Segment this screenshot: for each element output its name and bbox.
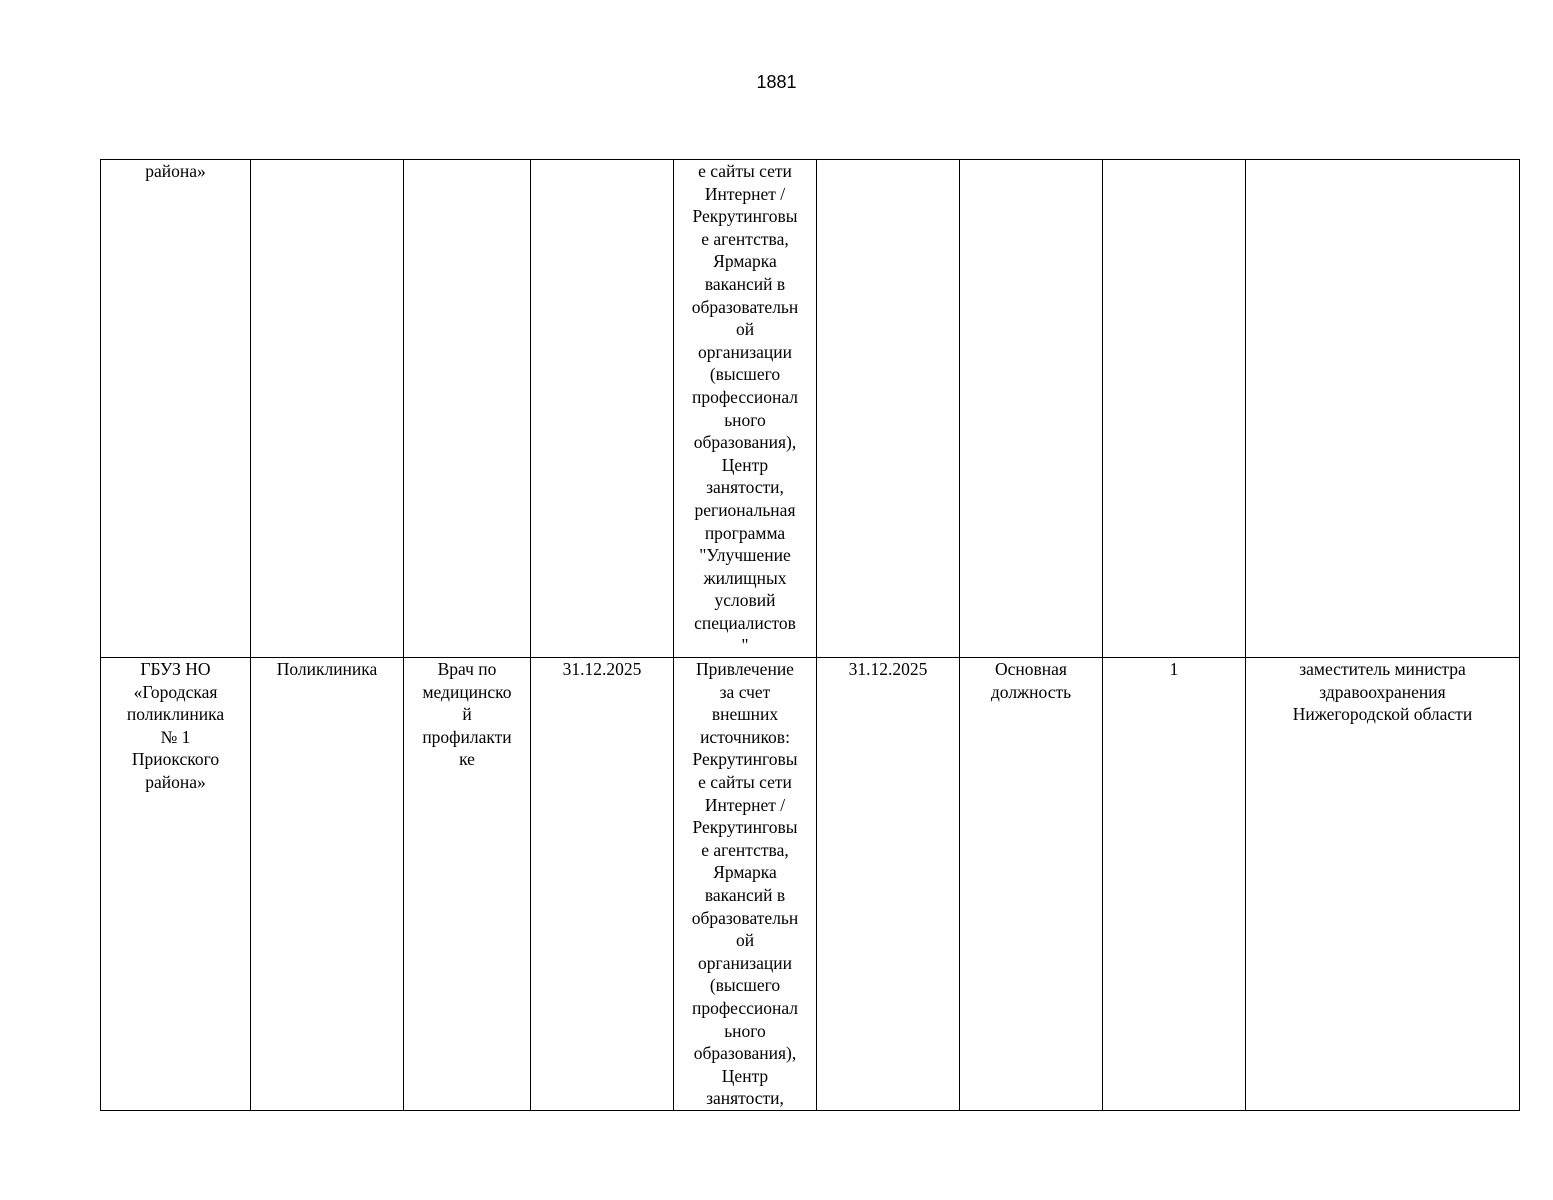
cell-date xyxy=(531,160,674,658)
table-row xyxy=(101,160,1520,658)
cell-position: Врач по медицинско й профилакти ке xyxy=(404,658,531,1111)
cell-count xyxy=(1103,160,1246,658)
cell-date: 31.12.2025 xyxy=(531,658,674,1111)
cell-deadline: 31.12.2025 xyxy=(817,658,960,1111)
cell-sources: Привлечение за счет внешних источников: Рекрутинговы е сайты сети Интернет / Рекрутинговы е агентства, Ярмарка вакансий в образовательн ой организации (высшего профессионал ьного образования), Центр занятости, xyxy=(674,658,817,1111)
cell-count: 1 xyxy=(1103,658,1246,1111)
cell-responsible xyxy=(1246,160,1520,658)
cell-employment-type xyxy=(960,160,1103,658)
cell-responsible: заместитель министра здравоохранения Нижегородской области xyxy=(1246,658,1520,1111)
page-number: 1881 xyxy=(756,72,797,92)
cell-organization: ГБУЗ НО «Городская поликлиника № 1 Приокского района» xyxy=(101,658,251,1111)
table-row xyxy=(101,658,1520,1111)
cell-employment-type: Основная должность xyxy=(960,658,1103,1111)
cell-unit: Поликлиника xyxy=(251,658,404,1111)
cell-position xyxy=(404,160,531,658)
cell-unit xyxy=(251,160,404,658)
staffing-table xyxy=(100,159,1520,1111)
cell-organization: района» xyxy=(101,160,251,658)
cell-deadline xyxy=(817,160,960,658)
cell-sources: е сайты сети Интернет / Рекрутинговы е агентства, Ярмарка вакансий в образовательн ой организации (высшего профессионал ьного образования), Центр занятости, региональная программа "Улучшение жилищных условий специалистов " xyxy=(674,160,817,658)
